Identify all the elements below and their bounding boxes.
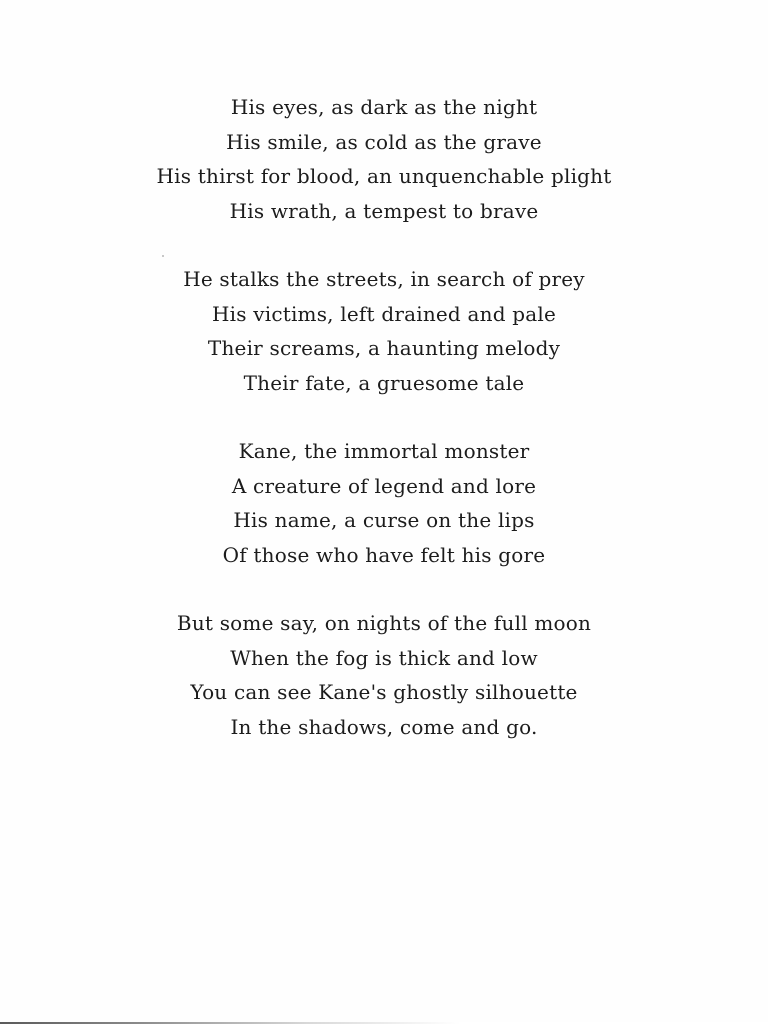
poem-line: Of those who have felt his gore [222,542,546,567]
poem-line: His wrath, a tempest to brave [229,198,539,223]
poem [0,90,768,778]
stanza-2 [0,262,768,400]
poem-line: His name, a curse on the lips [233,508,535,532]
stanza-3 [0,434,768,572]
poem-line: Kane, the immortal monster [238,439,530,463]
poem-line: A creature of legend and lore [231,473,537,498]
poem-line: Their fate, a gruesome tale [243,370,525,395]
poem-line: His victims, left drained and pale [211,301,557,326]
poem-line: But some say, on nights of the full moon [176,611,592,635]
poem-line: His eyes, as dark as the night [230,95,538,119]
stanza-1 [0,90,768,228]
poem-line: His smile, as cold as the grave [226,129,542,154]
poem-line: He stalks the streets, in search of prey [183,267,585,291]
poem-line: Their screams, a haunting melody [207,336,561,360]
stanza-4 [0,606,768,744]
poem-line: His thirst for blood, an unquenchable plight [156,164,612,188]
poem-line: When the fog is thick and low [230,645,538,670]
poem-line: In the shadows, come and go. [230,714,538,739]
poem-line: You can see Kane's ghostly silhouette [190,680,578,704]
